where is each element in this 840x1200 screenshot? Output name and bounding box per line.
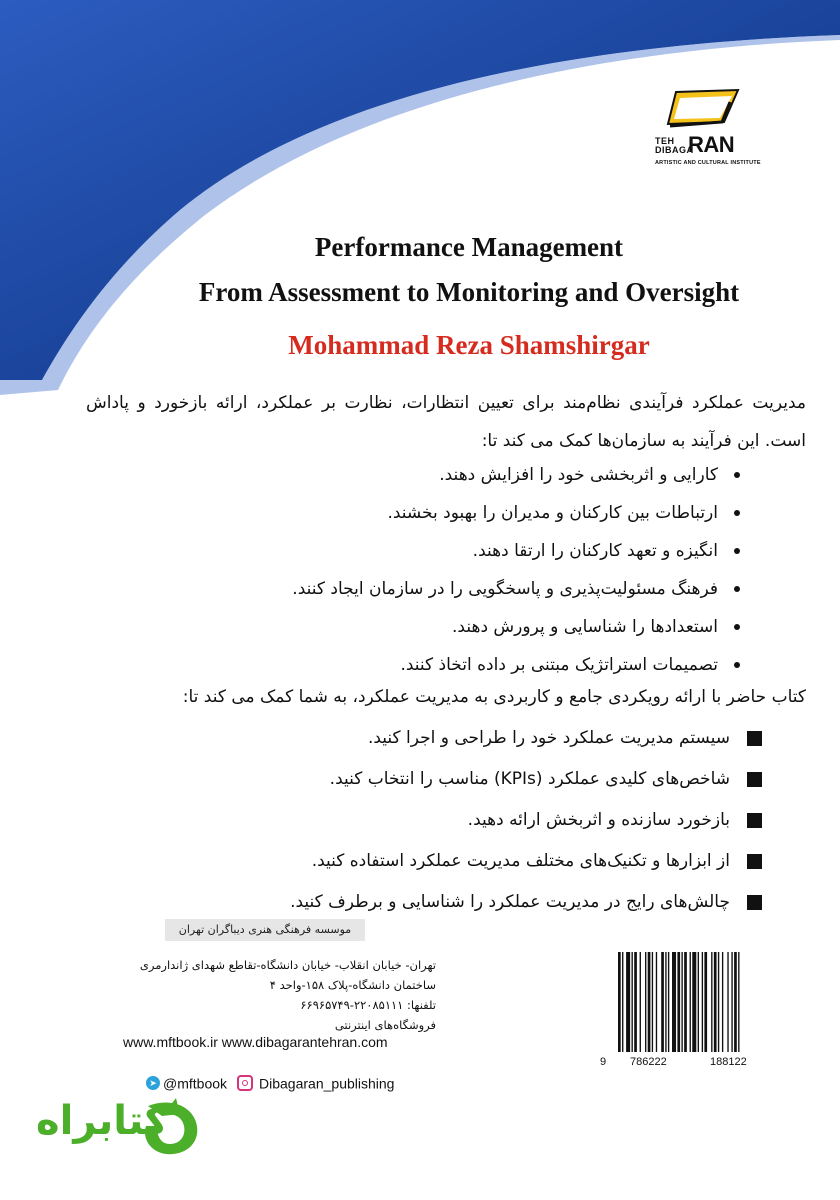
barcode-bar (731, 952, 732, 1052)
bullet-dot-icon (734, 472, 740, 478)
list-item: کارایی و اثربخشی خود را افزایش دهند. (104, 456, 744, 494)
barcode-bar (722, 952, 723, 1052)
list-item: سیستم مدیریت عملکرد خود را طراحی و اجرا کنید. (82, 718, 762, 759)
book-title-line-2: From Assessment to Monitoring and Oversight (198, 277, 740, 307)
barcode-bar (704, 952, 707, 1052)
isbn-barcode (596, 942, 796, 1072)
publisher-name-label: موسسه فرهنگی هنری دیباگران تهران (165, 919, 365, 941)
list-item: از ابزارها و تکنیک‌های مختلف مدیریت عملکرد استفاده کنید. (82, 841, 762, 882)
barcode-bar (738, 952, 739, 1052)
barcode-group-1: 786222 (630, 1056, 667, 1068)
barcode-bars (618, 952, 788, 1052)
logo-prefix-top: TEH (655, 136, 675, 146)
bullet-dot-icon (734, 510, 740, 516)
barcode-group-2: 188122 (710, 1056, 747, 1068)
list-item: فرهنگ مسئولیت‌پذیری و پاسخگویی را در سازمان ایجاد کنند. (104, 570, 744, 608)
square-bullet-icon (747, 895, 762, 910)
barcode-bar (652, 952, 653, 1052)
barcode-bar (690, 952, 691, 1052)
book-title-line-1: Performance Management (314, 232, 624, 262)
instagram-handle[interactable]: Dibagaran_publishing (259, 1075, 395, 1092)
barcode-bar (626, 952, 630, 1052)
publisher-address (96, 955, 436, 1035)
barcode-bar (734, 952, 737, 1052)
websites-link[interactable]: www.mftbook.ir www.dibagarantehran.com (123, 1034, 388, 1050)
book-features-list (82, 718, 762, 923)
barcode-bar (714, 952, 717, 1052)
social-links (146, 1074, 394, 1091)
bullet-dot-icon (734, 548, 740, 554)
barcode-bar (718, 952, 719, 1052)
online-stores-label: فروشگاه‌های اینترنتی (334, 1018, 436, 1032)
barcode-bar (661, 952, 664, 1052)
barcode-bar (665, 952, 666, 1052)
logo-tagline: ARTISTIC AND CULTURAL INSTITUTE (655, 160, 761, 166)
barcode-bar (640, 952, 641, 1052)
ketabrah-wordmark: کتابراه (36, 1098, 168, 1144)
intro-paragraph: مدیریت عملکرد فرآیندی نظام‌مند برای تعیین انتظارات، نظارت بر عملکرد، ارائه بازخورد و پاداش است. این فرآیند به سازمان‌ها کمک می کند تا: (86, 393, 806, 451)
barcode-bar (692, 952, 696, 1052)
bullet-dot-icon (734, 624, 740, 630)
instagram-icon (237, 1075, 253, 1091)
barcode-bar (681, 952, 682, 1052)
barcode-bar (618, 952, 621, 1052)
square-bullet-icon (747, 731, 762, 746)
phone-line: تلفنها: ۲۲۰۸۵۱۱۱-۶۶۹۶۵۷۴۹ (300, 998, 436, 1012)
address-line: ساختمان دانشگاه-پلاک ۱۵۸-واحد ۴ (269, 978, 436, 992)
logo-main-text: RAN (688, 132, 735, 157)
barcode-bar (672, 952, 676, 1052)
address-line: تهران- خیابان انقلاب- خیابان دانشگاه-تقاطع شهدای ژاندارمری (139, 958, 436, 972)
barcode-bar (634, 952, 637, 1052)
barcode-bar (645, 952, 646, 1052)
barcode-bar (677, 952, 680, 1052)
author-name: Mohammad Reza Shamshirgar (288, 330, 650, 360)
square-bullet-icon (747, 772, 762, 787)
list-item: چالش‌های رایج در مدیریت عملکرد را شناسایی و برطرف کنید. (82, 882, 762, 923)
book-purpose-lead: کتاب حاضر با ارائه رویکردی جامع و کاربردی به مدیریت عملکرد، به شما کمک می کند تا: (182, 687, 806, 707)
list-item: شاخص‌های کلیدی عملکرد (KPIs) مناسب را انتخاب کنید. (82, 759, 762, 800)
square-bullet-icon (747, 813, 762, 828)
list-item: تصمیمات استراتژیک مبتنی بر داده اتخاذ کنند. (104, 646, 744, 684)
barcode-bar (622, 952, 623, 1052)
barcode-bar (648, 952, 651, 1052)
bullet-dot-icon (734, 662, 740, 668)
barcode-bar (684, 952, 687, 1052)
bullet-dot-icon (734, 586, 740, 592)
barcode-bar (656, 952, 657, 1052)
list-item: ارتباطات بین کارکنان و مدیران را بهبود بخشند. (104, 494, 744, 532)
barcode-bar (698, 952, 699, 1052)
barcode-bar (711, 952, 712, 1052)
barcode-bar (632, 952, 633, 1052)
barcode-bar (727, 952, 728, 1052)
list-item: استعدادها را شناسایی و پرورش دهند. (104, 608, 744, 646)
logo-prefix-bottom: DIBAGA (655, 145, 694, 155)
barcode-bar (702, 952, 703, 1052)
list-item: انگیزه و تعهد کارکنان را ارتقا دهند. (104, 532, 744, 570)
list-item: بازخورد سازنده و اثربخش ارائه دهید. (82, 800, 762, 841)
telegram-icon: ➤ (146, 1076, 160, 1090)
telegram-handle[interactable]: @mftbook (163, 1075, 228, 1092)
barcode-lead-digit: 9 (600, 1056, 607, 1068)
benefits-bullet-list (104, 456, 744, 684)
square-bullet-icon (747, 854, 762, 869)
barcode-bar (668, 952, 669, 1052)
